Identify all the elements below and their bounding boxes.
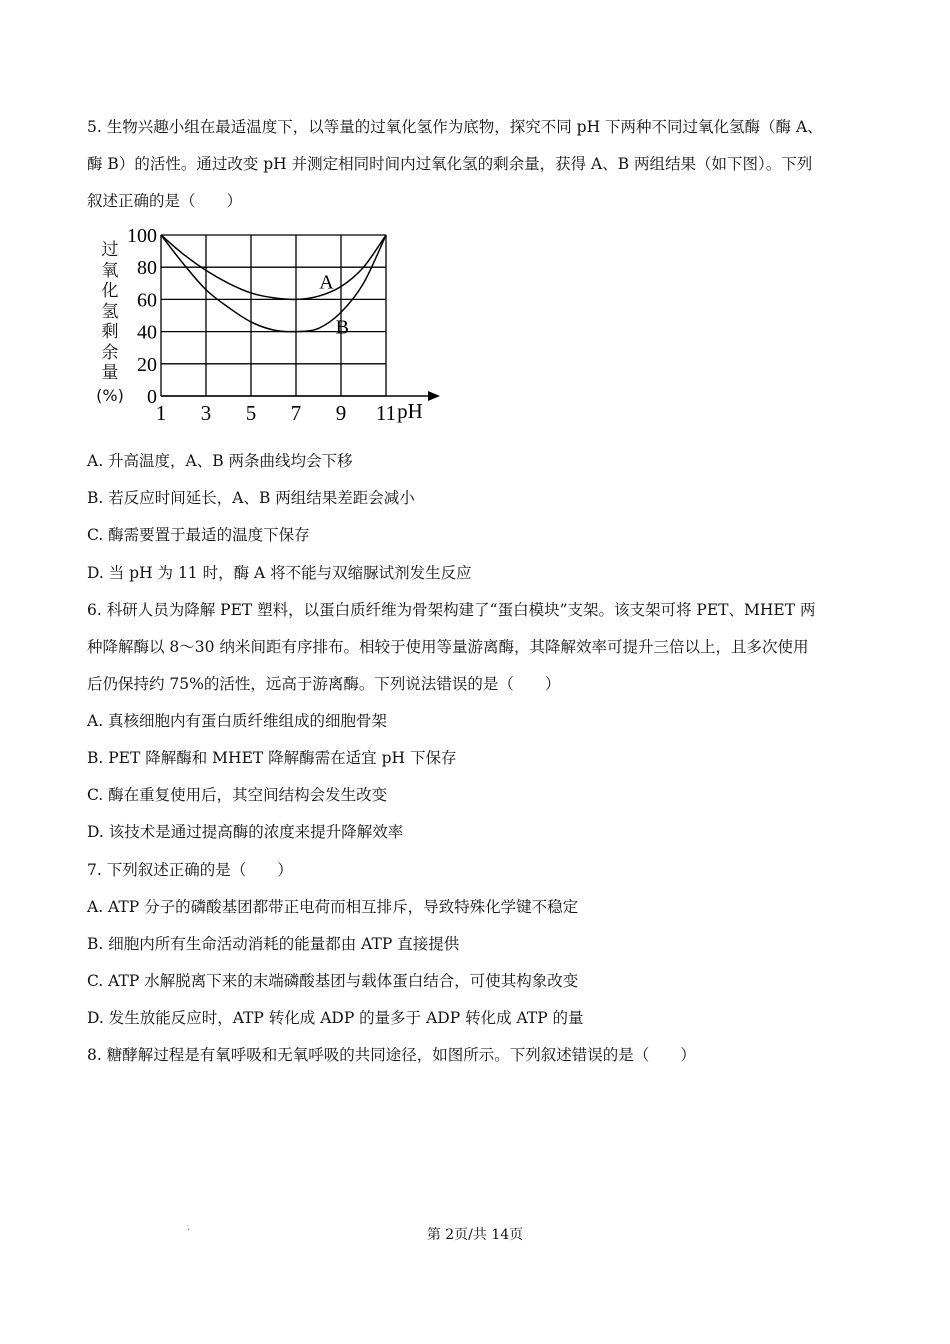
q5-stem-line2: 酶 B）的活性。通过改变 pH 并测定相同时间内过氧化氢的剩余量，获得 A、B 两组结果（如下图）。下列 xyxy=(87,155,813,173)
q6-option-c: C. 酶在重复使用后，其空间结构会发生改变 xyxy=(87,786,388,804)
series-label-a: A xyxy=(319,271,334,294)
q7-option-a: A. ATP 分子的磷酸基团都带正电荷而相互排斥，导致特殊化学键不稳定 xyxy=(87,898,579,916)
q6-stem-line2: 种降解酶以 8～30 纳米间距有序排布。相较于使用等量游离酶，其降解效率可提升三倍以上，且多次使用 xyxy=(87,638,809,656)
x-tick-label: 7 xyxy=(290,401,302,425)
q6-stem-line1: 6. 科研人员为降解 PET 塑料，以蛋白质纤维为骨架构建了“蛋白模块”支架。该支架可将 PET、MHET 两 xyxy=(87,601,816,619)
chart-grid xyxy=(161,235,386,396)
y-label-char: 剩 xyxy=(101,322,119,342)
chart-ticks xyxy=(127,225,423,425)
y-tick-label: 60 xyxy=(137,289,157,312)
q8-stem: 8. 糖酵解过程是有氧呼吸和无氧呼吸的共同途径，如图所示。下列叙述错误的是（ ） xyxy=(87,1046,696,1064)
footer-dot: . xyxy=(187,1222,191,1233)
q5-option-d: D. 当 pH 为 11 时，酶 A 将不能与双缩脲试剂发生反应 xyxy=(87,564,472,582)
q7-stem: 7. 下列叙述正确的是（ ） xyxy=(87,861,293,879)
chart-y-unit: (%) xyxy=(96,385,124,405)
y-label-char: 氧 xyxy=(101,260,119,281)
x-tick-label: 3 xyxy=(200,401,212,425)
series-line-b xyxy=(161,235,386,332)
q6-option-b: B. PET 降解酶和 MHET 降解酶需在适宜 pH 下保存 xyxy=(87,749,457,767)
y-label-char: 氢 xyxy=(101,301,119,322)
x-tick-label: 9 xyxy=(335,401,347,425)
y-label-char: 化 xyxy=(101,281,119,301)
page-number: 第 2页/共 14页 xyxy=(426,1227,524,1243)
x-axis-label: pH xyxy=(397,399,423,423)
q6-option-d: D. 该技术是通过提高酶的浓度来提升降解效率 xyxy=(87,823,404,841)
y-tick-label: 0 xyxy=(147,386,157,408)
y-label-char: 余 xyxy=(101,342,119,363)
q6-stem-line3: 后仍保持约 75%的活性，远高于游离酶。下列说法错误的是（ ） xyxy=(87,675,561,693)
y-tick-label: 40 xyxy=(137,321,157,344)
chart-series xyxy=(161,235,386,338)
y-label-char: 量 xyxy=(101,363,119,383)
q5-stem-line3: 叙述正确的是（ ） xyxy=(87,192,243,210)
q7-option-d: D. 发生放能反应时，ATP 转化成 ADP 的量多于 ADP 转化成 ATP 的量 xyxy=(87,1009,584,1027)
x-tick-label: 1 xyxy=(155,401,167,425)
y-tick-label: 80 xyxy=(137,257,157,280)
y-tick-label: 20 xyxy=(137,353,157,376)
y-label-char: 过 xyxy=(101,240,119,260)
x-tick-label: 5 xyxy=(245,401,257,425)
ph-residual-chart xyxy=(88,224,468,428)
x-tick-label: 11 xyxy=(375,401,397,425)
x-axis-arrow xyxy=(428,391,440,401)
series-label-b: B xyxy=(335,316,349,339)
q6-option-a: A. 真核细胞内有蛋白质纤维组成的细胞骨架 xyxy=(87,712,388,730)
q7-option-b: B. 细胞内所有生命活动消耗的能量都由 ATP 直接提供 xyxy=(87,935,460,953)
y-tick-label: 100 xyxy=(127,225,157,247)
q5-option-c: C. 酶需要置于最适的温度下保存 xyxy=(87,526,310,544)
q5-option-a: A. 升高温度，A、B 两条曲线均会下移 xyxy=(87,452,353,470)
q5-stem-line1: 5. 生物兴趣小组在最适温度下，以等量的过氧化氢作为底物，探究不同 pH 下两种不同过氧化氢酶（酶 A、 xyxy=(87,118,823,136)
q5-option-b: B. 若反应时间延长，A、B 两组结果差距会减小 xyxy=(87,489,415,507)
q7-option-c: C. ATP 水解脱离下来的末端磷酸基团与载体蛋白结合，可使其构象改变 xyxy=(87,972,579,990)
